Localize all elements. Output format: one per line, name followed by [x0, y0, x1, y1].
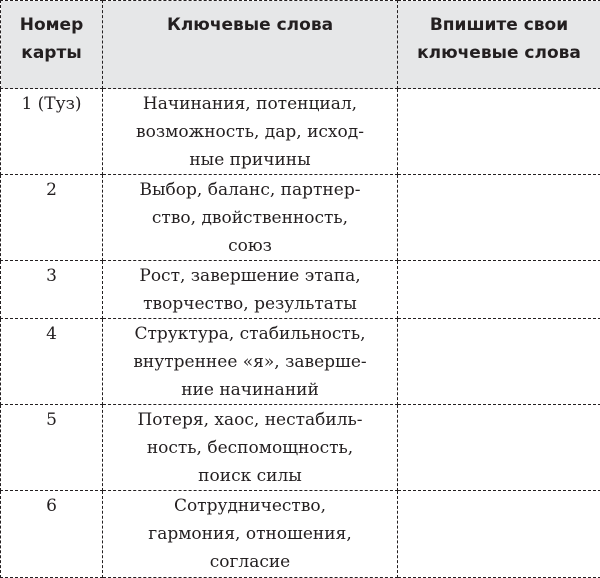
- keywords-line: Начинания, потенциал,: [103, 90, 397, 118]
- card-number-cell: 2: [1, 175, 103, 261]
- keywords-cell: [103, 319, 398, 405]
- card-number-cell: 4: [1, 319, 103, 405]
- keywords-line: согласие: [103, 548, 397, 576]
- header-line: ключевые слова: [398, 39, 600, 67]
- card-number-cell: 6: [1, 491, 103, 578]
- keywords-line: творчество, результаты: [103, 290, 397, 318]
- keywords-cell: [103, 261, 398, 319]
- table-row: [1, 405, 600, 491]
- header-line: карты: [1, 39, 102, 67]
- keywords-line: гармония, отношения,: [103, 520, 397, 548]
- card-number-cell: 3: [1, 261, 103, 319]
- own-keywords-cell[interactable]: [398, 405, 600, 491]
- own-keywords-cell[interactable]: [398, 491, 600, 578]
- table-row: [1, 175, 600, 261]
- keywords-cell: [103, 89, 398, 175]
- keywords-line: Структура, стабильность,: [103, 320, 397, 348]
- keywords-header: [103, 1, 398, 89]
- keywords-line: Сотрудничество,: [103, 492, 397, 520]
- keywords-cell: [103, 491, 398, 578]
- header-line: Ключевые слова: [103, 11, 397, 39]
- keywords-cell: [103, 175, 398, 261]
- table-row: [1, 89, 600, 175]
- keywords-line: внутреннее «я», заверше-: [103, 348, 397, 376]
- keywords-line: ние начинаний: [103, 376, 397, 404]
- keywords-line: Потеря, хаос, нестабиль-: [103, 406, 397, 434]
- header-line: Впишите свои: [398, 11, 600, 39]
- card-number-cell: 5: [1, 405, 103, 491]
- keywords-line: возможность, дар, исход-: [103, 118, 397, 146]
- own-keywords-header: [398, 1, 600, 89]
- card-number-cell: 1 (Туз): [1, 89, 103, 175]
- own-keywords-cell[interactable]: [398, 261, 600, 319]
- keywords-line: Выбор, баланс, партнер-: [103, 176, 397, 204]
- table-row: [1, 491, 600, 578]
- keywords-line: поиск силы: [103, 462, 397, 490]
- own-keywords-cell[interactable]: [398, 319, 600, 405]
- keywords-line: союз: [103, 232, 397, 260]
- own-keywords-cell[interactable]: [398, 89, 600, 175]
- own-keywords-cell[interactable]: [398, 175, 600, 261]
- table-row: [1, 319, 600, 405]
- keywords-line: ство, двойственность,: [103, 204, 397, 232]
- keywords-line: ные причины: [103, 146, 397, 174]
- header-row: [1, 1, 600, 89]
- header-line: Номер: [1, 11, 102, 39]
- keywords-line: ность, беспомощность,: [103, 434, 397, 462]
- table-row: [1, 261, 600, 319]
- keywords-line: Рост, завершение этапа,: [103, 262, 397, 290]
- keywords-cell: [103, 405, 398, 491]
- card-number-header: [1, 1, 103, 89]
